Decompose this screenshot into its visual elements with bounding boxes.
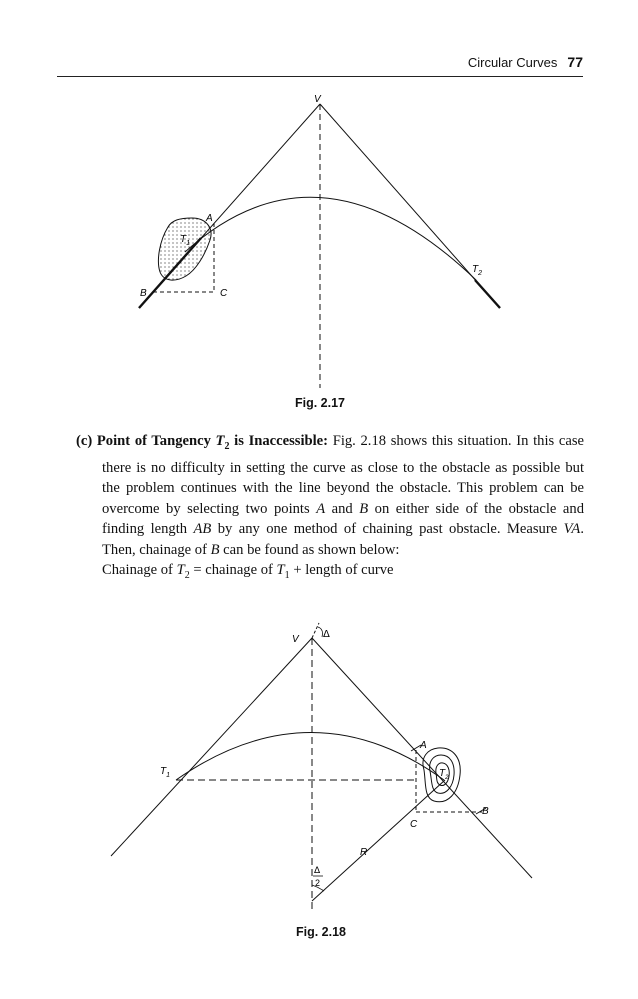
obstacle-blob (158, 218, 211, 280)
tangent-left (111, 638, 312, 856)
page-number: 77 (567, 54, 583, 70)
figure-2-17 (0, 90, 638, 390)
label-b: B (140, 288, 147, 299)
section-title: Circular Curves (467, 55, 558, 70)
label-delta: Δ (323, 629, 330, 640)
curve-arc (185, 197, 476, 280)
deflection-arc (318, 627, 323, 637)
label-v: V (314, 94, 321, 105)
section-heading: Point of Tangency $T_2$ is Inaccessible: (96, 433, 329, 452)
label-v: V (292, 634, 299, 645)
tangent-extension (312, 623, 319, 638)
label-c: C (220, 288, 228, 299)
label-t2: $T_2$ (439, 768, 449, 781)
label-c: C (410, 819, 418, 830)
chainage-formula: Chainage of $T_2$ = chainage of $T_1$ + length of curve (102, 562, 394, 582)
label-t1: $T_1$ (180, 234, 191, 247)
label-a: A (420, 740, 427, 751)
thick-right (475, 280, 500, 308)
figure-caption-2-17: Fig. 2.17 (294, 396, 346, 410)
section-marker: (c) (76, 433, 93, 449)
curve-arc (176, 733, 444, 781)
label-r: R (360, 847, 368, 858)
label-a: A (206, 213, 213, 224)
running-head (468, 54, 583, 70)
radius-line (312, 780, 445, 901)
label-b: B (482, 806, 489, 817)
figure-caption-2-18: Fig. 2.18 (295, 925, 347, 939)
label-half-delta-den: 2 (315, 878, 321, 888)
label-half-delta-num: Δ (314, 866, 321, 876)
tangent-right (312, 638, 532, 878)
figure-2-18 (0, 615, 638, 915)
label-t2: $T_2$ (472, 264, 483, 277)
header-rule (57, 76, 583, 77)
label-t1: $T_1$ (160, 766, 171, 779)
paragraph-body: (c) Point of Tangency $T_2$ is Inaccessible: Fig. 2.18 shows this situation. In this case there is no difficulty in setting the curve as close to the obstacle as possible but the problem continues with the line beyond the obstacle. This problem can be overcome by selecting two points A and B on either side of the obstacle and finding length AB by any one method of chaining past obstacle. Measure VA. Then, chainage of B can be found as shown below: (76, 433, 585, 558)
section-paragraph (76, 431, 584, 587)
